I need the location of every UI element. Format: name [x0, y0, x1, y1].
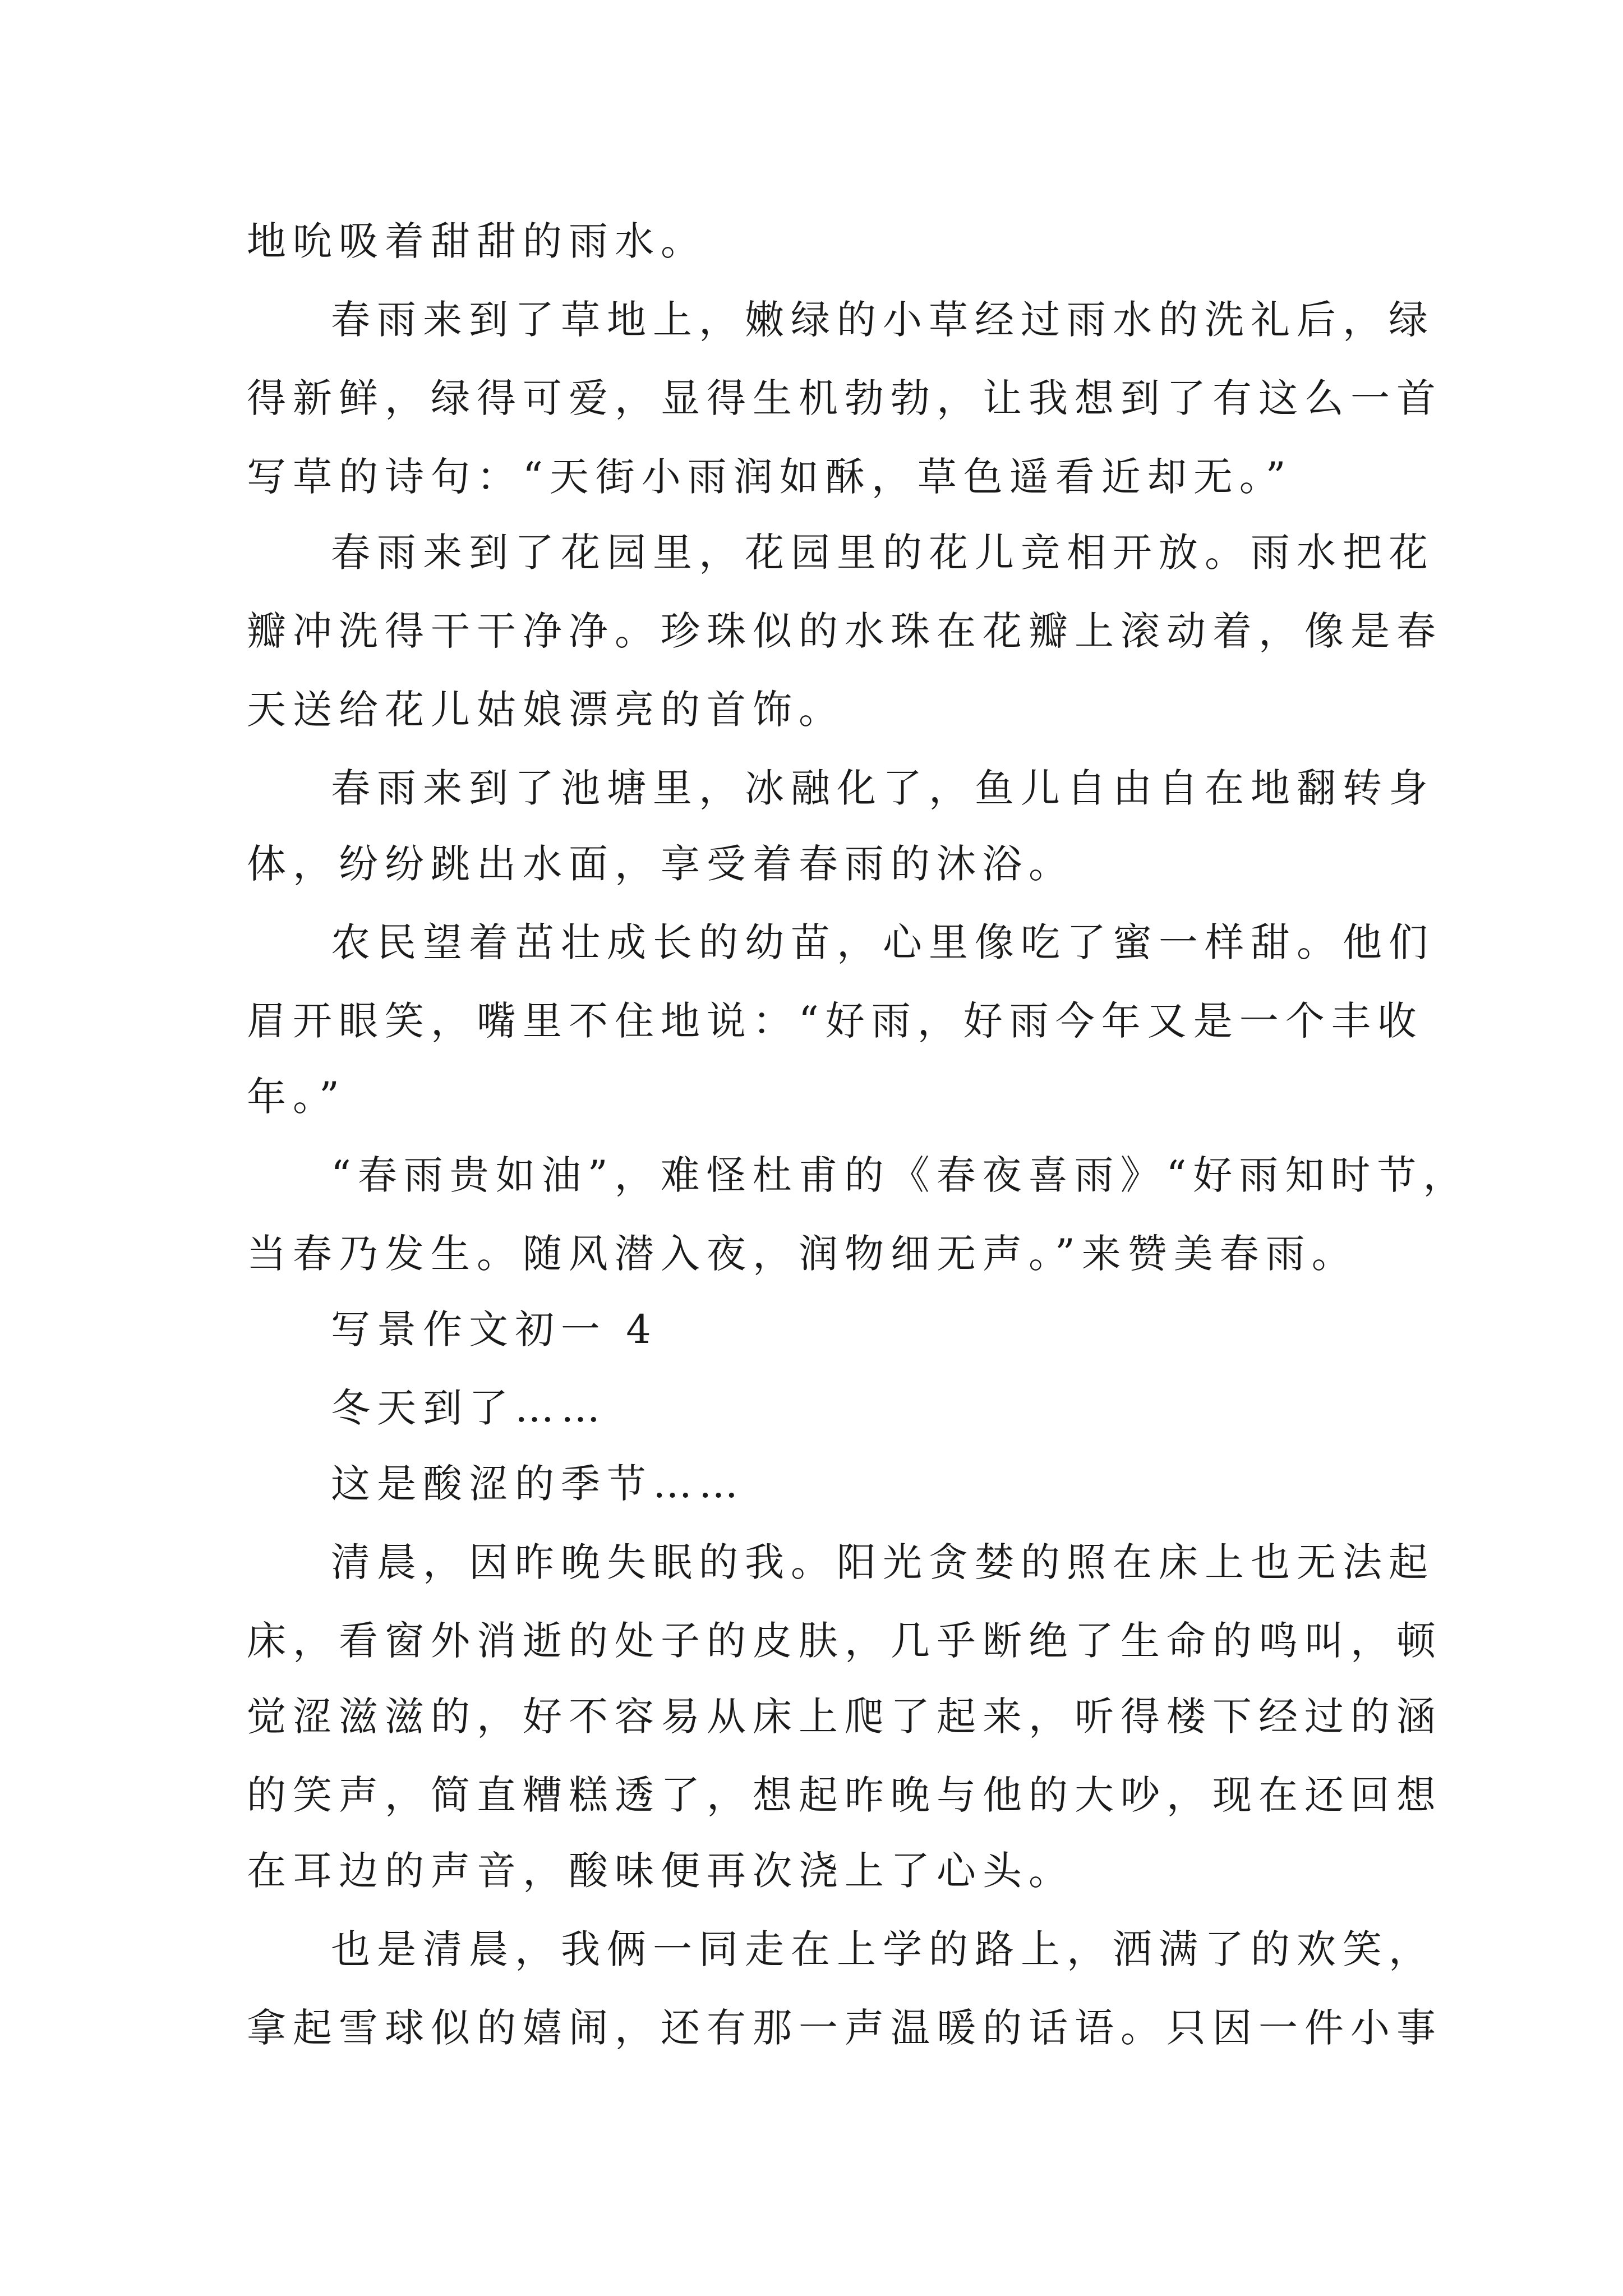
text-line: 地吮吸着甜甜的雨水。	[247, 218, 707, 264]
text-line: 瓣冲洗得干干净净。珍珠似的水珠在花瓣上滚动着，像是春	[247, 608, 1442, 654]
paragraph-start: 春雨来到了草地上，嫩绿的小草经过雨水的洗礼后，绿	[331, 297, 1435, 343]
paragraph-start: 春雨来到了花园里，花园里的花儿竞相开放。雨水把花	[331, 530, 1435, 576]
paragraph-start: 也是清晨，我俩一同走在上学的路上，洒满了的欢笑，	[331, 1926, 1435, 1972]
paragraph-start: “春雨贵如油”，难怪杜甫的《春夜喜雨》“好雨知时节，	[331, 1152, 1469, 1198]
paragraph-start: 清晨，因昨晚失眠的我。阳光贪婪的照在床上也无法起	[331, 1539, 1435, 1585]
text-line: 在耳边的声音，酸味便再次浇上了心头。	[247, 1848, 1075, 1894]
text-line: 觉涩滋滋的，好不容易从床上爬了起来，听得楼下经过的涵	[247, 1694, 1442, 1740]
text-line: 拿起雪球似的嬉闹，还有那一声温暖的话语。只因一件小事	[247, 2005, 1442, 2051]
paragraph-start: 冬天到了……	[331, 1385, 607, 1431]
text-line: 写草的诗句：“天街小雨润如酥，草色遥看近却无。”	[247, 454, 1293, 500]
text-line: 当春乃发生。随风潜入夜，润物细无声。”来赞美春雨。	[247, 1231, 1358, 1277]
text-line: 天送给花儿姑娘漂亮的首饰。	[247, 687, 845, 733]
text-line: 体，纷纷跳出水面，享受着春雨的沐浴。	[247, 841, 1075, 887]
text-line: 眉开眼笑，嘴里不住地说：“好雨，好雨今年又是一个丰收	[247, 998, 1423, 1044]
paragraph-start: 春雨来到了池塘里，冰融化了，鱼儿自由自在地翻转身	[331, 765, 1435, 811]
section-heading: 写景作文初一 4	[331, 1306, 658, 1352]
text-line: 床，看窗外消逝的处子的皮肤，几乎断绝了生命的鸣叫，顿	[247, 1618, 1442, 1664]
text-line: 年。”	[247, 1074, 346, 1120]
text-line: 的笑声，简直糟糕透了，想起昨晚与他的大吵，现在还回想	[247, 1772, 1442, 1818]
paragraph-start: 这是酸涩的季节……	[331, 1461, 745, 1507]
paragraph-start: 农民望着茁壮成长的幼苗，心里像吃了蜜一样甜。他们	[331, 919, 1435, 965]
text-line: 得新鲜，绿得可爱，显得生机勃勃，让我想到了有这么一首	[247, 375, 1442, 421]
